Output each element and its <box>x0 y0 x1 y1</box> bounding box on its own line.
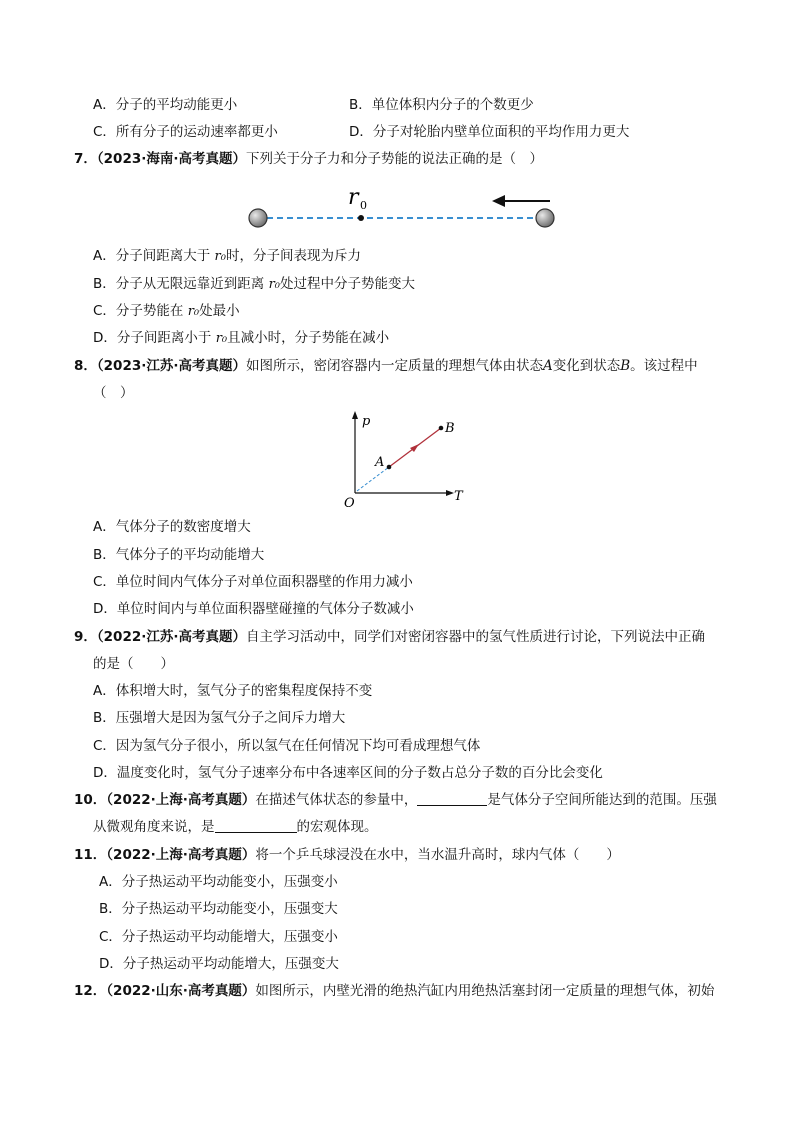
q9-stem-line2: 的是（ ） <box>93 656 174 672</box>
q8-axis-p-label: p <box>362 414 371 429</box>
q8-point-b <box>439 426 444 431</box>
q9-option-d: D．温度变化时，氢气分子速率分布中各速率区间的分子数占总分子数的百分比会变化 <box>93 765 603 781</box>
q7-molecule-figure <box>240 182 570 232</box>
q8-origin-label: O <box>344 496 355 511</box>
q7-stem: 下列关于分子力和分子势能的说法正确的是（ ） <box>246 151 543 167</box>
q7-source: （2023·海南·高考真题） <box>96 151 246 167</box>
q10-stem-line2: 从微观角度来说，是 的宏观体现。 <box>93 819 378 835</box>
q8-source: （2023·江苏·高考真题） <box>96 358 246 374</box>
q8-dashed-extension <box>357 467 389 491</box>
q6-option-a: A．分子的平均动能更小 <box>93 97 238 113</box>
q11-option-b: B．分子热运动平均动能变小，压强变大 <box>99 901 338 917</box>
q7-option-d: D．分子间距离小于 r₀且减小时，分子势能在减小 <box>93 330 390 346</box>
q7-r0-point <box>358 215 364 221</box>
q11-source: （2022·上海·高考真题） <box>106 847 256 863</box>
q8-pt-graph <box>330 408 480 513</box>
q9-option-a: A．体积增大时，氢气分子的密集程度保持不变 <box>93 683 373 699</box>
q7-option-b: B．分子从无限远靠近到距离 r₀处过程中分子势能变大 <box>93 276 415 292</box>
q8-axis-t-label: T <box>454 489 463 504</box>
q11-stem-line: 11．（2022·上海·高考真题）将一个乒乓球浸没在水中，当水温升高时，球内气体（ ） <box>74 847 620 863</box>
q7-stem-line <box>74 150 543 168</box>
q7-option-c: C．分子势能在 r₀处最小 <box>93 303 240 319</box>
q9-option-b: B．压强增大是因为氢气分子之间斥力增大 <box>93 710 346 726</box>
q12-stem-line: 12．（2022·山东·高考真题）如图所示，内壁光滑的绝热汽缸内用绝热活塞封闭一定质量的理想气体，初始 <box>74 983 715 999</box>
q6-option-c: C．所有分子的运动速率都更小 <box>93 124 278 140</box>
q10-blank-1[interactable] <box>417 791 487 806</box>
q7-number: 7． <box>74 151 97 167</box>
q7-arrow-head <box>492 195 505 207</box>
q8-stem-line: 8．（2023·江苏·高考真题）如图所示，密闭容器内一定质量的理想气体由状态A变化到状态B。该过程中 <box>74 358 698 374</box>
q7-option-a: A．分子间距离大于 r₀时，分子间表现为斥力 <box>93 248 361 264</box>
q6-option-b: B．单位体积内分子的个数更少 <box>349 97 534 113</box>
q8-label-a: A <box>375 455 385 470</box>
q10-source: （2022·上海·高考真题） <box>106 792 256 808</box>
q7-r0-subscript: 0 <box>360 199 367 212</box>
q10-blank-2[interactable] <box>215 818 297 833</box>
q8-label-b: B <box>445 421 455 436</box>
q12-source: （2022·山东·高考真题） <box>106 983 256 999</box>
q11-option-a: A．分子热运动平均动能变小，压强变小 <box>99 874 338 890</box>
q10-stem-line: 10．（2022·上海·高考真题）在描述气体状态的参量中， 是气体分子空间所能达到的范围。压强 <box>74 792 717 808</box>
q8-option-c: C．单位时间内气体分子对单位面积器壁的作用力减小 <box>93 574 413 590</box>
q8-option-b: B．气体分子的平均动能增大 <box>93 547 265 563</box>
q6-option-d: D．分子对轮胎内壁单位面积的平均作用力更大 <box>349 124 630 140</box>
q9-source: （2022·江苏·高考真题） <box>96 629 246 645</box>
q7-r0-label: r <box>348 185 359 210</box>
q7-right-ball <box>536 209 554 227</box>
q9-option-c: C．因为氢气分子很小，所以氢气在任何情况下均可看成理想气体 <box>93 738 481 754</box>
q8-point-a <box>387 465 392 470</box>
q7-left-ball <box>249 209 267 227</box>
q11-option-c: C．分子热运动平均动能增大，压强变小 <box>99 929 338 945</box>
q8-option-a: A．气体分子的数密度增大 <box>93 519 251 535</box>
q9-stem-line: 9．（2022·江苏·高考真题）自主学习活动中，同学们对密闭容器中的氢气性质进行讨论，下列说法中正确 <box>74 629 705 645</box>
q11-option-d: D．分子热运动平均动能增大，压强变大 <box>99 956 339 972</box>
q8-paren: （ ） <box>93 385 134 401</box>
q8-option-d: D．单位时间内与单位面积器壁碰撞的气体分子数减小 <box>93 601 414 617</box>
